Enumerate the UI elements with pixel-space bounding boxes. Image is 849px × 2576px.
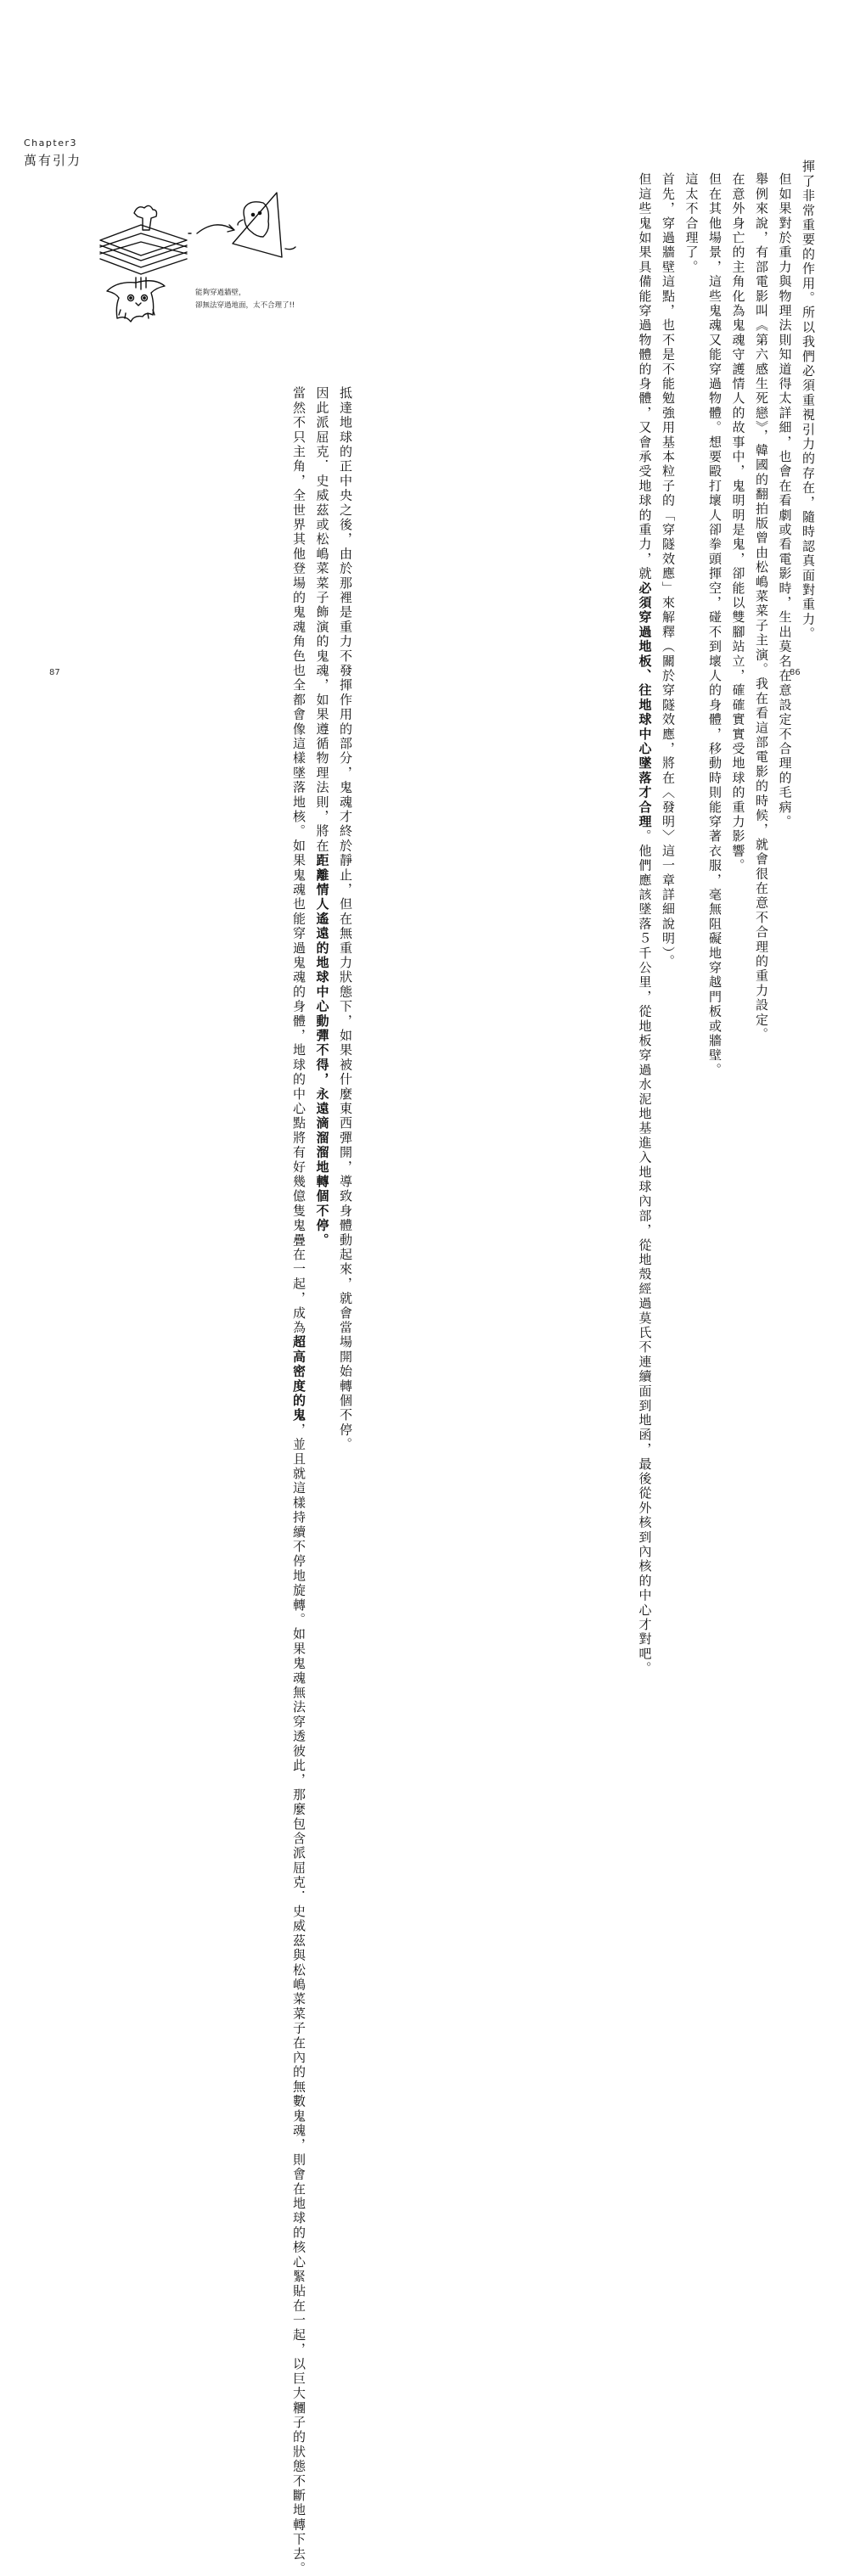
page-number-left: 87 [49, 668, 60, 677]
body-paragraph: 在意外身亡的主角化為鬼魂守護情人的故事中，鬼明明是鬼，卻能以雙腳站立，確確實實受地球的重力影響。 [730, 172, 746, 873]
body-paragraph: 但在其他場景，這些鬼魂又能穿過物體。想要毆打壞人卻拳頭揮空，碰不到壞人的身體，移動時則能穿著衣服，毫無阻礙地穿越門板或牆壁。 [707, 172, 722, 1078]
body-paragraph: 當然不只主角，全世界其他登場的鬼魂角色也全都會像這樣墜落地核。如果鬼魂也能穿過鬼魂的身體，地球的中心點將有好幾億隻鬼疊在一起，成為超高密度的鬼，並且就這樣持續不停地旋轉。如果鬼魂無法穿透彼此，那麼包含派屈克．史威茲與松嶋菜菜子在內的無數鬼魂，則會在地球的核心緊貼在一起，以巨大糰子的狀態不斷地轉下去。 [291, 386, 306, 2576]
body-paragraph: 但這些鬼如果具備能穿過物體的身體，又會承受地球的重力，就必須穿過地板、往地球中心墜落才合理。他們應該墜落５千公里，從地板穿過水泥地基進入地球內部，從地殼經過莫氏不連續面到地函，最後從外核到內核的中心才對吧。 [637, 172, 653, 1676]
body-paragraph: 因此派屈克．史威茲或松嶋菜菜子飾演的鬼魂，如果遵循物理法則，將在距離情人遙遠的地球中心動彈不得，永遠滴溜溜地轉個不停。 [314, 386, 330, 1248]
motion-arrow-drawing [188, 225, 234, 233]
body-paragraph: 但如果對於重力與物理法則知道得太詳細，也會在看劇或看電影時，生出莫名在意設定不合理的毛病。 [777, 172, 793, 829]
left-page-body [51, 373, 357, 2576]
caption-line-2: 卻無法穿過地面，太不合理了!! [195, 301, 295, 310]
chapter-label: Chapter3 [24, 137, 77, 149]
body-paragraph: 揮了非常重要的作用。所以我們必須重視引力的存在，隨時認真面對重力。 [801, 160, 816, 642]
ghost-through-wall-drawing [233, 193, 295, 257]
emphasis-text: 超高密度的鬼 [291, 1335, 306, 1423]
illustration-caption [195, 287, 295, 312]
ghost-illustration [93, 182, 314, 361]
chapter-title: 萬有引力 [24, 153, 82, 168]
body-paragraph: 首先，穿過牆壁這點，也不是不能勉強用基本粒子的「穿隧效應」來解釋（關於穿隧效應，將在〈發明〉這一章詳細說明）。 [661, 172, 676, 969]
caption-line-1: 能夠穿過牆壁， [195, 289, 246, 297]
emphasis-text: 必須穿過地板、往地球中心墜落才合理 [637, 581, 653, 830]
emphasis-text: 距離情人遙遠的地球中心動彈不得，永遠滴溜溜地轉個不停。 [314, 853, 330, 1248]
floor-layers-drawing [100, 205, 187, 289]
body-paragraph: 這太不合理了。 [683, 172, 700, 275]
body-paragraph: 舉例來說，有部電影叫《第六感生死戀》，韓國的翻拍版曾由松嶋菜菜子主演。我在看這部電影的時候，就會很在意不合理的重力設定。 [754, 172, 769, 1042]
page-number-right: 86 [790, 668, 801, 677]
body-paragraph: 抵達地球的正中央之後，由於那裡是重力不發揮作用的部分，鬼魂才終於靜止，但在無重力狀態下，如果被什麼東西彈開，導致身體動起來，就會當場開始轉個不停。 [338, 386, 353, 1452]
